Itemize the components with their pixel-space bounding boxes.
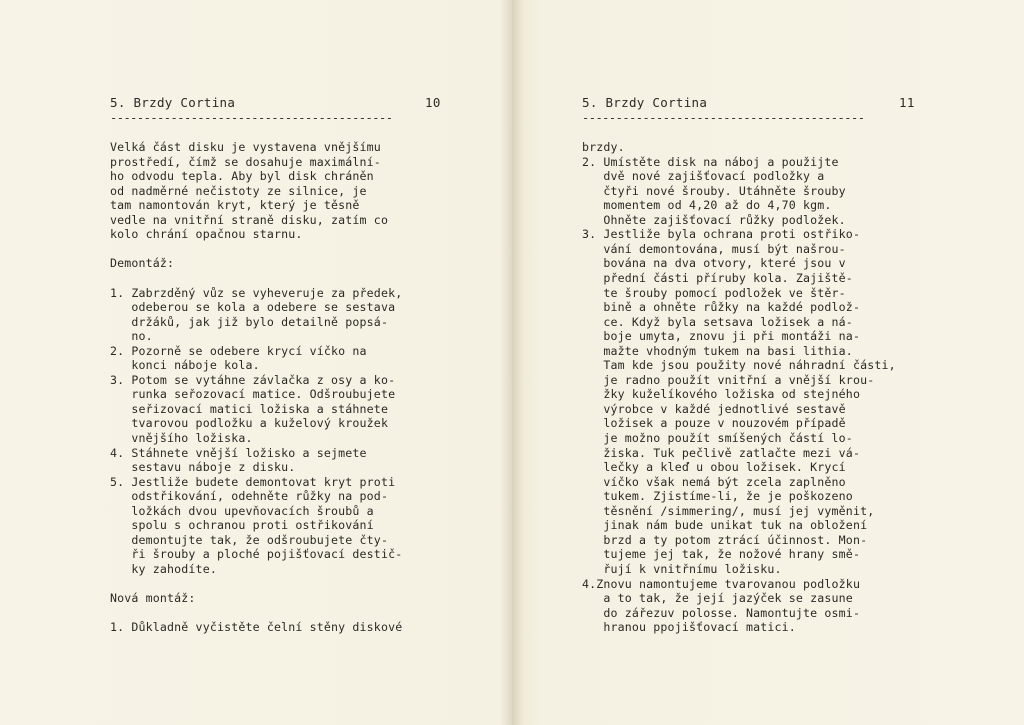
text-line: brzdy. (582, 140, 625, 154)
text-line: těsnění /simmering/, musí jej vyměnit, (582, 503, 875, 518)
text-line: ři šrouby a ploché pojišťovací destič- (110, 547, 403, 562)
text-line: tvarovou podložku a kuželový kroužek (110, 416, 389, 431)
left-page-number: 10 (425, 95, 441, 110)
text-line: Demontáž: (110, 256, 175, 271)
text-line: 5. Jestliže budete demontovat kryt proti (110, 474, 396, 489)
text-line: Ohněte zajišťovací růžky podložek. (582, 212, 846, 227)
text-line: boje umyta, znovu ji při montáži na- (582, 329, 861, 344)
text-line: ky zahodíte. (110, 561, 217, 576)
text-line: Velká část disku je vystavena vnějšímu (110, 140, 381, 154)
text-line: momentem od 4,20 až do 4,70 kgm. (582, 198, 832, 213)
text-line: přední části příruby kola. Zajiště- (582, 270, 853, 285)
text-line: jinak nám bude unikat tuk na obložení (582, 518, 868, 533)
text-line: spolu s ochranou proti ostřikování (110, 518, 374, 533)
text-line: tukem. Zjistíme-li, že je poškozeno (582, 489, 853, 504)
text-line: Tam kde jsou použity nové náhradní části, (582, 358, 896, 373)
text-line: bině a ohněte růžky na každé podlož- (582, 300, 861, 315)
text-line: brzd a ty potom ztrácí účinnost. Mon- (582, 532, 868, 547)
text-line: tujeme jej tak, že nožové hrany smě- (582, 547, 861, 562)
text-line: žiska. Tuk pečlivě zatlačte mezi vá- (582, 445, 861, 460)
text-line: sestavu náboje z disku. (110, 460, 296, 475)
right-page-header-rule: ------------------------------------------ (582, 111, 865, 125)
text-line: te šrouby pomocí podložek ve štěr- (582, 285, 846, 300)
text-line: bována na dva otvory, které jsou v (582, 256, 846, 271)
text-line: výrobce v každé jednotlivé sestavě (582, 401, 846, 416)
text-line: Nová montáž: (110, 591, 196, 606)
text-line: hranou ppojišťovací matici. (582, 620, 796, 635)
text-line: je radno použít vnitřní a vnější krou- (582, 372, 875, 387)
text-line: lečky a kleď u obou ložisek. Krycí (582, 460, 846, 475)
text-line: kolo chrání opačnou starnu. (110, 227, 303, 242)
text-line: vání demontována, musí být našrou- (582, 241, 846, 256)
text-line: 1. Důkladně vyčistěte čelní stěny diskové (110, 620, 403, 635)
text-line: 2. Umístěte disk na náboj a použijte (582, 154, 839, 169)
text-line: 4. Stáhnete vnější ložisko a sejmete (110, 445, 367, 460)
text-line: 3. Jestliže byla ochrana proti ostřiko- (582, 227, 861, 242)
right-page-header-title: 5. Brzdy Cortina (582, 95, 708, 110)
left-page-header-title: 5. Brzdy Cortina (110, 95, 236, 110)
text-line: vnějšího ložiska. (110, 431, 253, 445)
text-line: čtyři nové šrouby. Utáhněte šrouby (582, 183, 846, 198)
text-line: ce. Když byla setsava ložisek a ná- (582, 314, 853, 329)
text-line: 4.Znovu namontujeme tvarovanou podložku (582, 576, 861, 591)
text-line: tam namontován kryt, který je těsně (110, 198, 360, 213)
text-line: je možno použít smíšených částí lo- (582, 431, 853, 445)
text-line: 2. Pozorně se odebere krycí víčko na (110, 343, 367, 358)
text-line: držáků, jak již bylo detailně popsá- (110, 314, 389, 329)
text-line: vedle na vnitřní straně disku, zatím co (110, 212, 389, 227)
text-line: no. (110, 329, 153, 344)
text-line: 1. Zabrzděný vůz se vyheveruje za předek, (110, 285, 403, 300)
text-line: ho odvodu tepla. Aby byl disk chráněn (110, 169, 374, 184)
text-line: odeberou se kola a odebere se sestava (110, 300, 396, 315)
text-line: ložkách dvou upevňovacích šroubů a (110, 503, 374, 518)
text-line: prostředí, čímž se dosahuje maximální- (110, 154, 381, 169)
text-line: žky kuželíkového ložiska od stejného (582, 387, 861, 402)
text-line: a to tak, že její jazýček se zasune (582, 591, 853, 606)
text-line: do zářezuv polosse. Namontujte osmi- (582, 605, 861, 620)
text-line: od nadměrné nečistoty ze silnice, je (110, 183, 367, 198)
right-page-number: 11 (899, 95, 915, 110)
right-page (512, 0, 1024, 725)
text-line: demontujte tak, že odšroubujete čty- (110, 532, 389, 547)
text-line: konci náboje kola. (110, 358, 260, 373)
text-line: odstřikování, odehněte růžky na pod- (110, 489, 389, 504)
text-line: víčko však nemá být zcela zaplněno (582, 474, 846, 489)
text-line: seřizovací matici ložiska a stáhnete (110, 401, 389, 416)
page-gutter (500, 0, 524, 725)
text-line: dvě nové zajišťovací podložky a (582, 169, 825, 184)
text-line: ložisek a pouze v nouzovém případě (582, 416, 846, 431)
text-line: řují k vnitřnímu ložisku. (582, 561, 782, 576)
left-page-header-rule: ------------------------------------------ (110, 111, 393, 125)
text-line: 3. Potom se vytáhne závlačka z osy a ko- (110, 372, 396, 387)
text-line: mažte vhodným tukem na basi lithia. (582, 343, 853, 358)
text-line: runka seřozovací matice. Odšroubujete (110, 387, 396, 402)
